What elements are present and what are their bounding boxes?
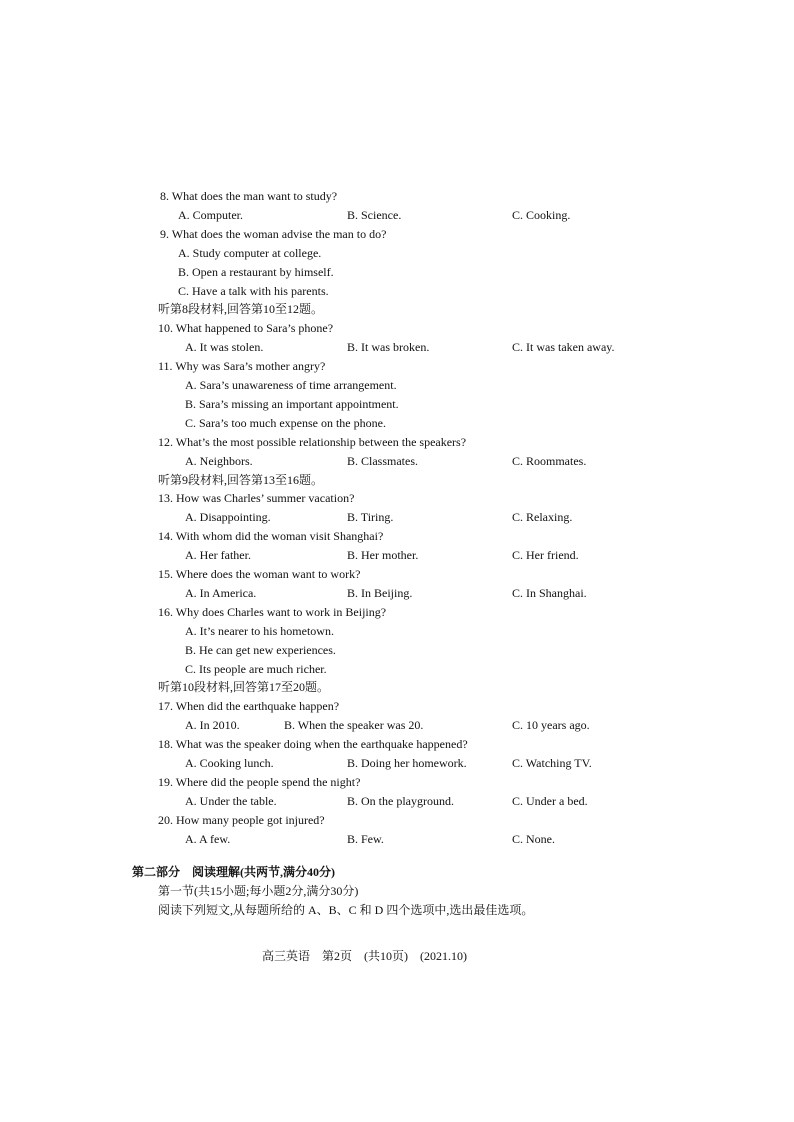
section-instruction: 听第10段材料,回答第17至20题。 [158,680,330,695]
question-8-option-a[interactable]: A. Computer. [178,207,243,222]
question-14-option-b[interactable]: B. Her mother. [347,548,419,563]
question-16-option-a[interactable]: A. It’s nearer to his hometown. [185,623,334,638]
question-19-stem: 19. Where did the people spend the night? [158,774,361,789]
section-instruction: 听第8段材料,回答第10至12题。 [158,302,324,317]
question-19-option-a[interactable]: A. Under the table. [185,793,277,808]
question-19-option-c[interactable]: C. Under a bed. [512,793,588,808]
question-9-option-b[interactable]: B. Open a restaurant by himself. [178,264,334,279]
question-17-option-c[interactable]: C. 10 years ago. [512,718,590,733]
question-9-stem: 9. What does the woman advise the man to do? [160,226,387,241]
question-18-stem: 18. What was the speaker doing when the earthquake happened? [158,737,468,752]
question-12-stem: 12. What’s the most possible relationship between the speakers? [158,434,467,449]
question-10-option-a[interactable]: A. It was stolen. [185,340,264,355]
question-20-option-a[interactable]: A. A few. [185,831,231,846]
part2-heading: 第二部分 阅读理解(共两节,满分40分) [132,865,335,879]
question-18-option-a[interactable]: A. Cooking lunch. [185,756,274,770]
question-10-option-c[interactable]: C. It was taken away. [512,340,615,355]
question-13-stem: 13. How was Charles’ summer vacation? [158,491,355,506]
section-instruction: 听第9段材料,回答第13至16题。 [158,472,324,487]
question-15-option-c[interactable]: C. In Shanghai. [512,585,587,600]
part2-instruction: 阅读下列短文,从每题所给的 A、B、C 和 D 四个选项中,选出最佳选项。 [158,903,534,917]
question-10-stem: 10. What happened to Sara’s phone? [158,321,334,336]
question-19-option-b[interactable]: B. On the playground. [347,793,454,808]
question-12-option-a[interactable]: A. Neighbors. [185,453,253,468]
question-16-stem: 16. Why does Charles want to work in Beijing? [158,604,387,619]
question-14-option-c[interactable]: C. Her friend. [512,548,579,563]
question-11-stem: 11. Why was Sara’s mother angry? [158,359,326,374]
question-14-option-a[interactable]: A. Her father. [185,548,251,563]
question-20-stem: 20. How many people got injured? [158,812,325,827]
question-8-option-c[interactable]: C. Cooking. [512,207,571,222]
question-10-option-b[interactable]: B. It was broken. [347,340,430,355]
question-16-option-c[interactable]: C. Its people are much richer. [185,661,327,676]
question-13-option-a[interactable]: A. Disappointing. [185,510,271,525]
question-17-option-b[interactable]: B. When the speaker was 20. [284,718,424,733]
question-18-option-b[interactable]: B. Doing her homework. [347,756,467,770]
question-15-option-b[interactable]: B. In Beijing. [347,585,413,600]
question-8-option-b[interactable]: B. Science. [347,207,402,222]
question-17-stem: 17. When did the earthquake happen? [158,699,340,714]
question-13-option-b[interactable]: B. Tiring. [347,510,394,525]
question-12-option-b[interactable]: B. Classmates. [347,453,418,468]
question-9-option-a[interactable]: A. Study computer at college. [178,245,322,260]
question-12-option-c[interactable]: C. Roommates. [512,453,587,468]
question-16-option-b[interactable]: B. He can get new experiences. [185,642,336,657]
question-11-option-a[interactable]: A. Sara’s unawareness of time arrangement. [185,378,397,392]
question-18-option-c[interactable]: C. Watching TV. [512,756,592,770]
question-14-stem: 14. With whom did the woman visit Shanghai? [158,529,384,544]
question-8-stem: 8. What does the man want to study? [160,189,338,203]
part2-subheading: 第一节(共15小题;每小题2分,满分30分) [158,884,359,898]
question-11-option-c[interactable]: C. Sara’s too much expense on the phone. [185,415,386,430]
question-20-option-b[interactable]: B. Few. [347,831,384,846]
question-11-option-b[interactable]: B. Sara’s missing an important appointment. [185,396,399,411]
page-footer: 高三英语 第2页 (共10页) (2021.10) [262,949,467,963]
question-15-option-a[interactable]: A. In America. [185,585,257,600]
question-15-stem: 15. Where does the woman want to work? [158,567,361,581]
question-13-option-c[interactable]: C. Relaxing. [512,510,573,525]
question-17-option-a[interactable]: A. In 2010. [185,718,240,733]
question-9-option-c[interactable]: C. Have a talk with his parents. [178,283,329,298]
question-20-option-c[interactable]: C. None. [512,831,555,846]
